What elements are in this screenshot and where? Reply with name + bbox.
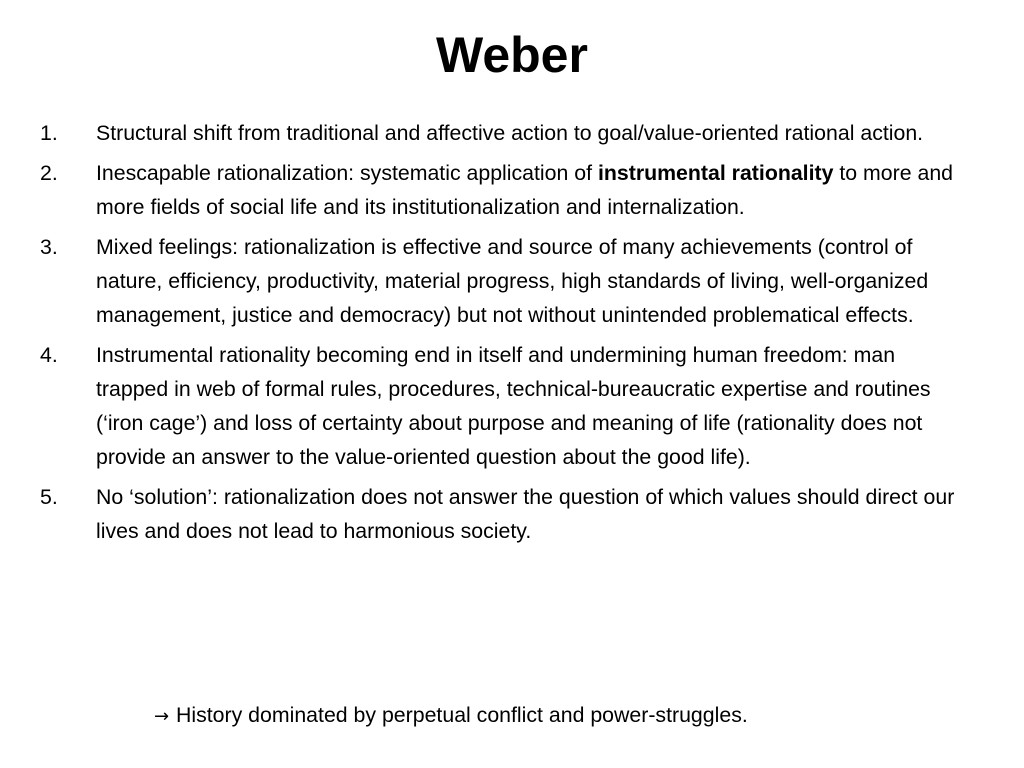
point-list bbox=[40, 116, 960, 554]
list-item bbox=[40, 338, 960, 474]
item-text bbox=[96, 485, 954, 543]
item-text bbox=[96, 343, 931, 469]
item-number: 2. bbox=[40, 161, 58, 185]
list-item bbox=[40, 480, 960, 548]
text-segment: Instrumental rationality becoming end in itself and undermining human freedom: man trapped in web of formal rules, procedures, technical-bureaucratic expertise and routines (‘iron cage’) and loss of certainty about purpose and meaning of life (rationality does not provide an answer to the value-oriented question about the good life). bbox=[96, 343, 931, 469]
text-segment: Inescapable rationalization: systematic application of bbox=[96, 161, 598, 185]
right-arrow-icon: → bbox=[154, 706, 170, 727]
list-item bbox=[40, 230, 960, 332]
emphasized-term: instrumental rationality bbox=[597, 161, 834, 185]
conclusion-text: History dominated by perpetual conflict and power-struggles. bbox=[176, 703, 748, 727]
item-text bbox=[96, 235, 928, 327]
item-number: 3. bbox=[40, 235, 58, 259]
item-number: 5. bbox=[40, 485, 58, 509]
list-item bbox=[40, 156, 960, 224]
conclusion-line bbox=[154, 698, 748, 734]
text-segment: Structural shift from traditional and affective action to goal/value-oriented rational action. bbox=[96, 121, 924, 145]
item-number: 4. bbox=[40, 343, 58, 367]
text-segment: to more and more fields of social life and its institutionalization and internalization. bbox=[96, 161, 954, 219]
slide-title: Weber bbox=[436, 27, 588, 83]
item-text bbox=[96, 161, 953, 219]
item-text bbox=[96, 121, 923, 145]
text-segment: Mixed feelings: rationalization is effective and source of many achievements (control of nature, efficiency, productivity, material progress, high standards of living, well-organized management, justice and democracy) but not without unintended problematical effects. bbox=[96, 235, 929, 327]
item-number: 1. bbox=[40, 121, 58, 145]
text-segment: No ‘solution’: rationalization does not answer the question of which values should direct our lives and does not lead to harmonious society. bbox=[96, 485, 955, 543]
list-item bbox=[40, 116, 960, 150]
